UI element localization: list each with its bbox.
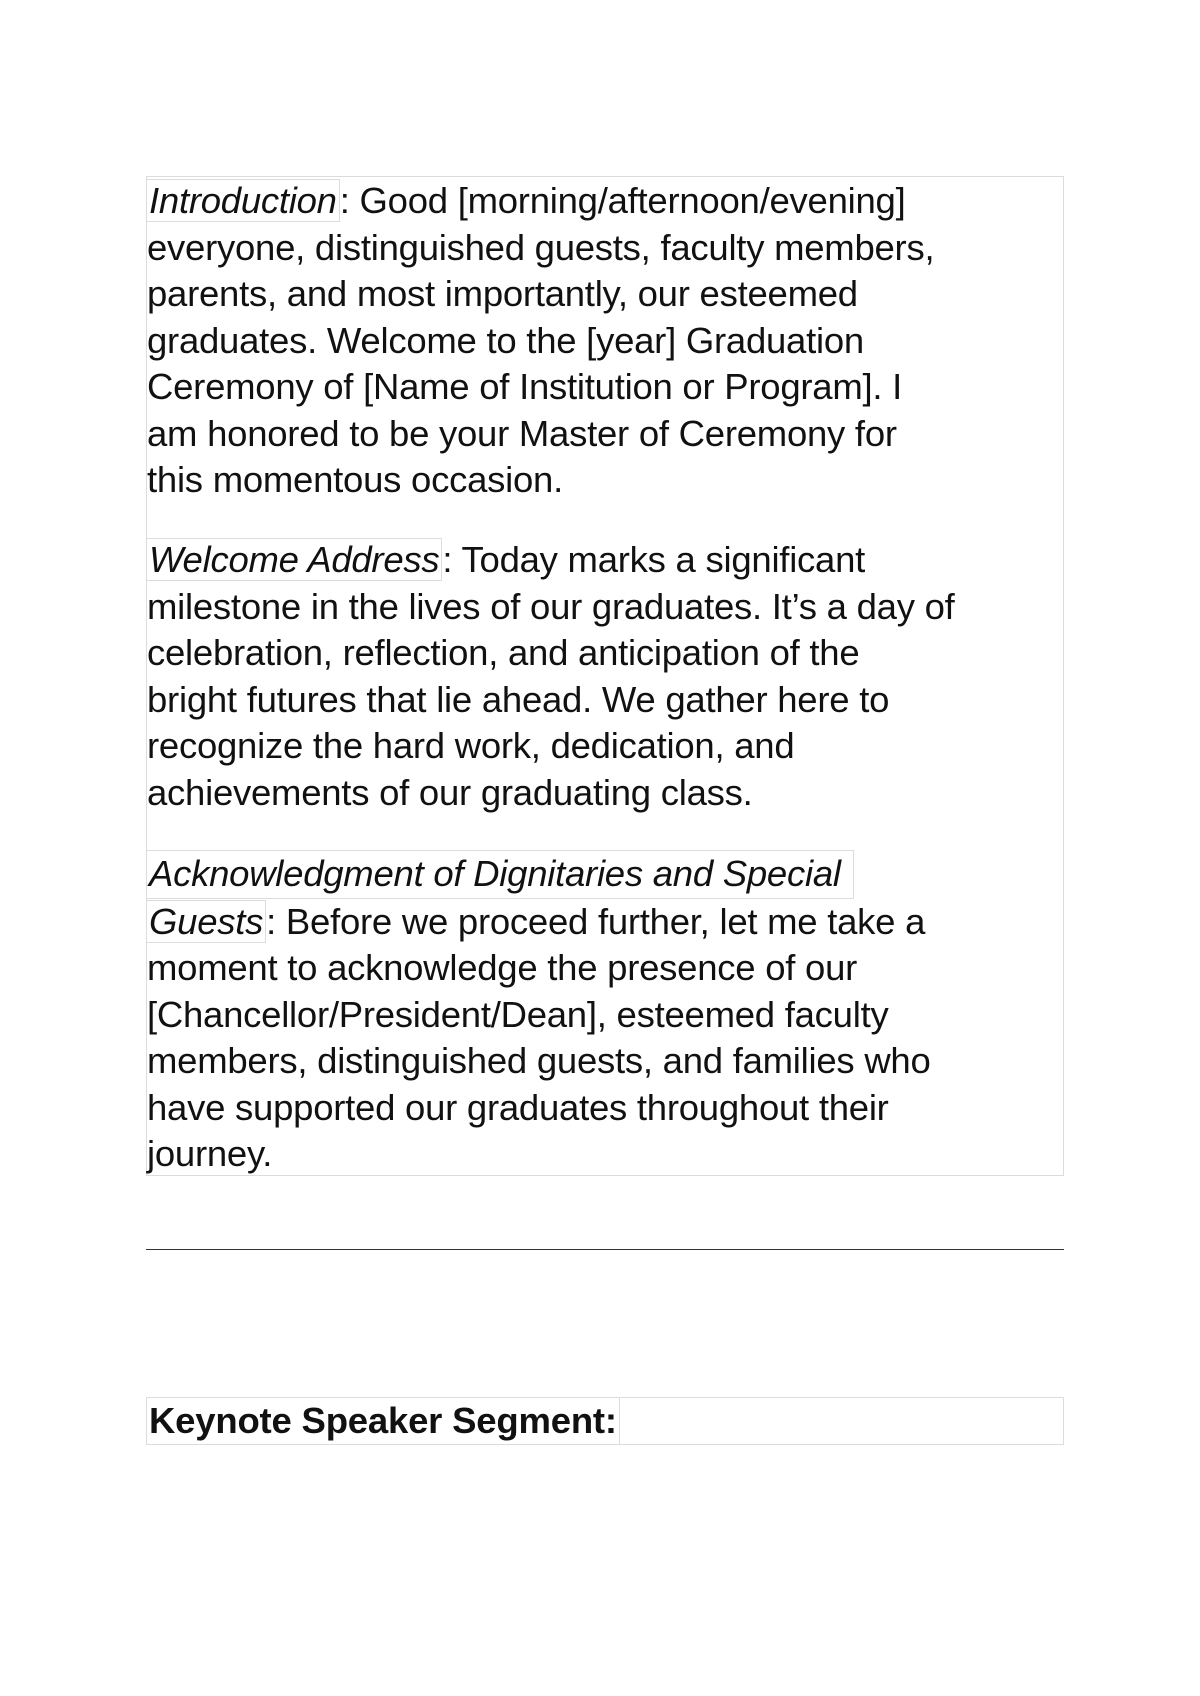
- introduction-first-line: [147, 178, 1087, 225]
- introduction-paragraph: [147, 178, 1087, 504]
- acknowledgment-label: Acknowledgment of Dignitaries and Special: [146, 850, 854, 899]
- introduction-label: Introduction: [146, 179, 340, 222]
- welcome-line: milestone in the lives of our graduates. It’s a day of: [147, 585, 955, 627]
- acknowledgment-second-line: [147, 899, 1087, 946]
- welcome-line: bright futures that lie ahead. We gather here to: [147, 678, 890, 720]
- welcome-address-label: Welcome Address: [146, 538, 442, 581]
- introduction-line: Ceremony of [Name of Institution or Program]. I: [147, 366, 903, 407]
- introduction-line: everyone, distinguished guests, faculty members,: [147, 226, 935, 268]
- welcome-line: recognize the hard work, dedication, and: [147, 725, 795, 766]
- acknowledgment-second-line-text: : Before we proceed further, let me take a: [266, 900, 926, 942]
- introduction-line: graduates. Welcome to the [year] Graduation: [147, 319, 864, 361]
- horizontal-divider: [146, 1249, 1064, 1250]
- acknowledgment-label-continued: Guests: [146, 900, 266, 943]
- welcome-address-paragraph: [147, 537, 1087, 816]
- acknowledgment-label-line: [147, 850, 1087, 899]
- keynote-speaker-heading: Keynote Speaker Segment:: [147, 1398, 620, 1444]
- acknowledgment-paragraph: [147, 850, 1087, 1178]
- introduction-first-line-text: : Good [morning/afternoon/evening]: [339, 180, 906, 221]
- introduction-line: this momentous occasion.: [147, 459, 563, 500]
- introduction-line: parents, and most importantly, our esteemed: [147, 273, 858, 314]
- acknowledgment-line: moment to acknowledge the presence of our: [147, 947, 858, 988]
- acknowledgment-line: [Chancellor/President/Dean], esteemed faculty: [147, 993, 889, 1035]
- welcome-first-line: [147, 537, 1087, 584]
- acknowledgment-line: journey.: [147, 1133, 273, 1174]
- acknowledgment-line: members, distinguished guests, and families who: [147, 1040, 931, 1081]
- welcome-first-line-text: : Today marks a significant: [442, 539, 866, 580]
- acknowledgment-line: have supported our graduates throughout their: [147, 1086, 889, 1128]
- introduction-line: am honored to be your Master of Ceremony for: [147, 412, 897, 454]
- welcome-line: celebration, reflection, and anticipation of the: [147, 632, 860, 673]
- welcome-line: achievements of our graduating class.: [147, 771, 753, 813]
